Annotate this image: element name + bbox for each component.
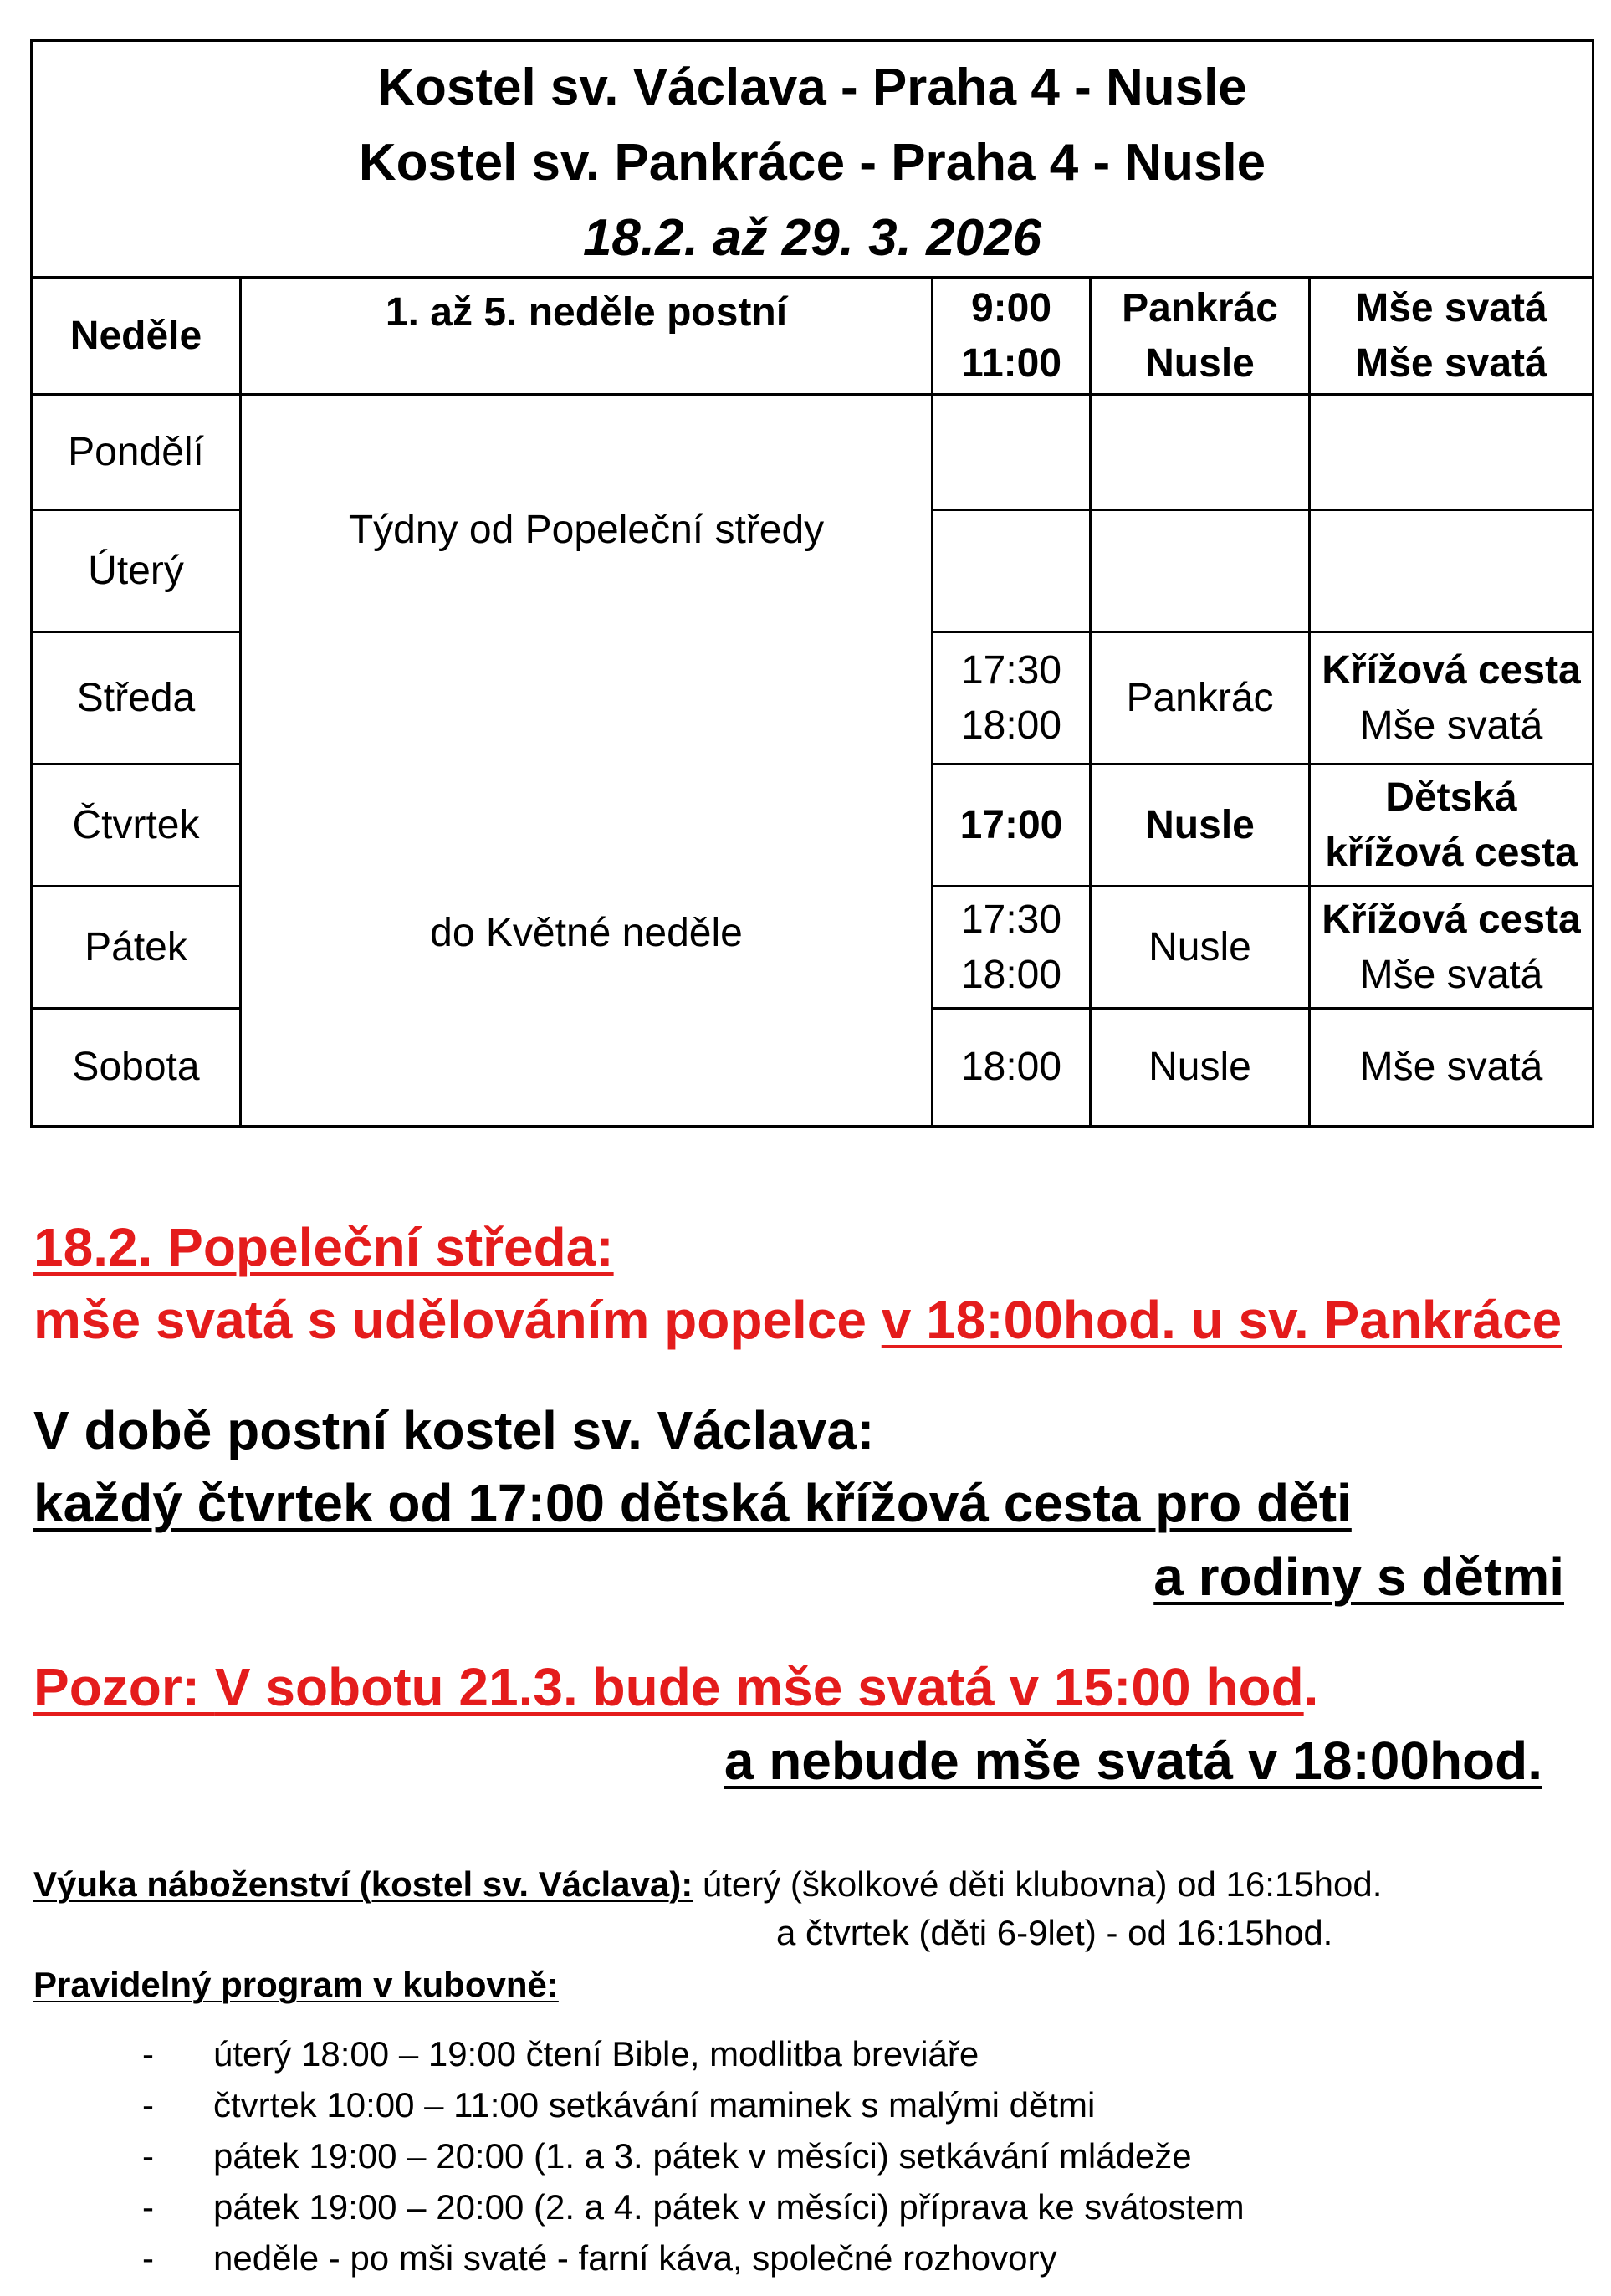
thursday-event-1: Dětská [1385,775,1517,820]
program-label: Pravidelný program v kubovně: [33,1965,559,2004]
religion-label: Výuka náboženství (kostel sv. Václava): [33,1864,693,1904]
program-item: čtvrtek 10:00 – 11:00 setkávání maminek s malými dětmi [213,2085,1096,2125]
friday-place: Nusle [1091,887,1310,1009]
empty-cell [1310,510,1593,632]
list-item [142,2028,1245,2079]
sunday-time-2: 11:00 [960,340,1062,386]
program-item: pátek 19:00 – 20:00 (1. a 3. pátek v měsíci) setkávání mládeže [213,2136,1192,2176]
row-monday [32,395,1593,510]
list-dash: - [142,2085,154,2125]
day-saturday: Sobota [32,1009,241,1127]
warning-dot: . [1303,1657,1319,1717]
empty-cell [933,510,1091,632]
day-wednesday: Středa [32,632,241,764]
warning-line-2: a nebude mše svatá v 18:00hod. [724,1731,1542,1791]
empty-cell [1091,395,1310,510]
program-item: úterý 18:00 – 19:00 čtení Bible, modlitba breviáře [213,2034,979,2074]
wednesday-time-2: 18:00 [960,703,1062,748]
ash-wednesday-time-place: v 18:00hod. u sv. Pankráce [881,1290,1562,1350]
friday-event-1: Křížová cesta [1322,897,1581,942]
friday-event-2: Mše svatá [1359,952,1543,997]
row-sunday [32,278,1593,395]
day-thursday: Čtvrtek [32,764,241,887]
empty-cell [933,395,1091,510]
empty-cell [1310,395,1593,510]
sunday-place-1: Pankrác [1122,285,1278,330]
ash-wednesday-line [33,1282,1562,1358]
program-list [142,2028,1245,2283]
sunday-place-2: Nusle [1145,340,1255,386]
thursday-place: Nusle [1091,764,1310,887]
friday-time-2: 18:00 [960,952,1062,997]
wednesday-event-2: Mše svatá [1359,703,1543,748]
lent-title: V době postní kostel sv. Václava: [33,1400,875,1460]
day-tuesday: Úterý [32,510,241,632]
program-title [33,1959,559,2010]
thursday-event-2: křížová cesta [1325,830,1578,875]
list-item [142,2181,1245,2232]
church-title-2: Kostel sv. Pankráce - Praha 4 - Nusle [358,134,1266,192]
saturday-place: Nusle [1091,1009,1310,1127]
wednesday-place: Pankrác [1091,632,1310,764]
day-sunday: Neděle [32,278,241,395]
church-title-1: Kostel sv. Václava - Praha 4 - Nusle [377,59,1247,116]
wednesday-time-1: 17:30 [960,647,1062,693]
period-to: do Květné neděle [430,911,743,955]
wednesday-event-1: Křížová cesta [1322,647,1581,693]
sunday-event-1: Mše svatá [1355,285,1547,330]
schedule-table [30,39,1594,1128]
date-range: 18.2. až 29. 3. 2026 [582,209,1042,267]
list-dash: - [142,2034,154,2074]
thursday-time: 17:00 [933,764,1091,887]
period-from: Týdny od Popeleční středy [348,508,825,552]
saturday-time: 18:00 [933,1009,1091,1127]
day-monday: Pondělí [32,395,241,510]
saturday-event: Mše svatá [1310,1009,1593,1127]
sunday-desc: 1. až 5. neděle postní [241,278,933,395]
schedule-header [32,41,1593,278]
religion-tuesday: úterý (školkové děti klubovna) od 16:15hod. [693,1864,1383,1904]
warning-text: V sobotu 21.3. bude mše svatá v 15:00 hod [214,1657,1304,1717]
list-dash: - [142,2187,154,2227]
program-item: neděle - po mši svaté - farní káva, společné rozhovory [213,2238,1057,2278]
ash-wednesday-title: 18.2. Popeleční středa: [33,1217,614,1277]
ash-wednesday-text: mše svatá s udělováním popelce [33,1290,882,1350]
religion-thursday: a čtvrtek (děti 6-9let) - od 16:15hod. [776,1913,1333,1952]
list-dash: - [142,2136,154,2176]
list-item [142,2130,1245,2181]
period-cell [241,395,933,1127]
list-item [142,2232,1245,2283]
list-item [142,2079,1245,2130]
lent-line-1: každý čtvrtek od 17:00 dětská křížová cesta pro děti [33,1473,1352,1533]
program-item: pátek 19:00 – 20:00 (2. a 4. pátek v měsíci) příprava ke svátostem [213,2187,1245,2227]
empty-cell [1091,510,1310,632]
lent-line-2: a rodiny s dětmi [1153,1547,1564,1607]
day-friday: Pátek [32,887,241,1009]
friday-time-1: 17:30 [960,897,1062,942]
warning-line [33,1649,1318,1725]
sunday-event-2: Mše svatá [1355,340,1547,386]
warning-prefix: Pozor: [33,1657,215,1717]
list-dash: - [142,2238,154,2278]
sunday-time-1: 9:00 [970,285,1052,330]
religion-line-1 [33,1859,1382,1910]
